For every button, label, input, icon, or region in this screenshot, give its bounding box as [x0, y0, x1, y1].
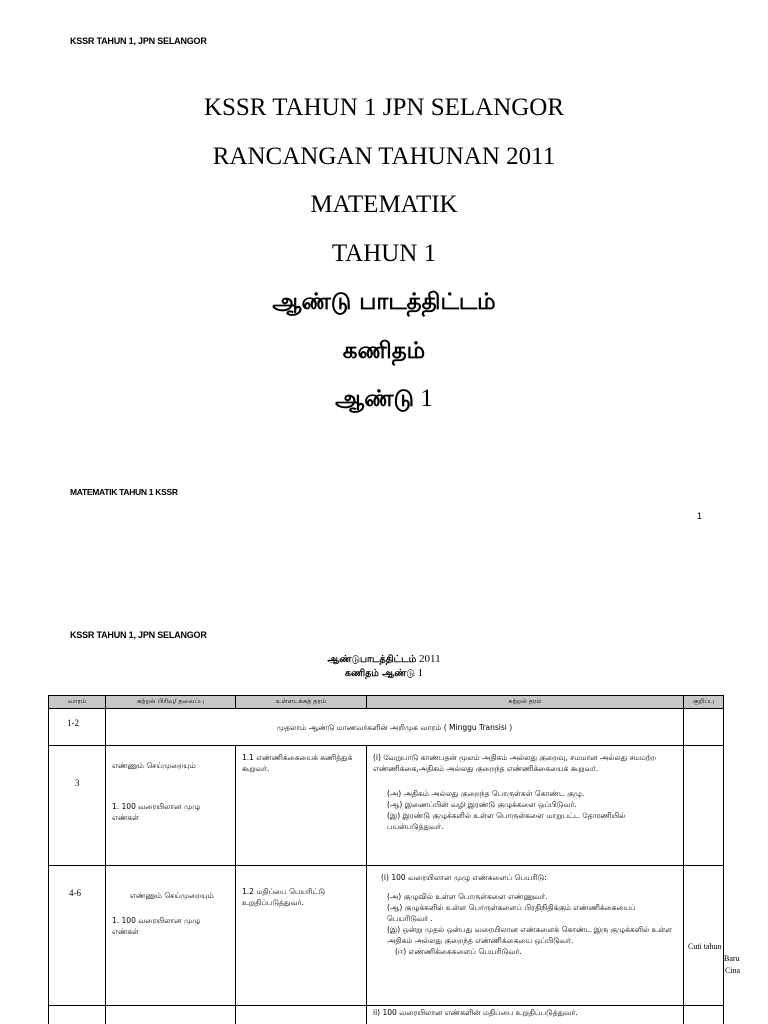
table-header-row: [49, 696, 724, 709]
week-cell: 3: [49, 746, 106, 866]
week-cell: [49, 1006, 106, 1024]
header-content-standard: உள்ளடக்கத் தரம்: [236, 696, 367, 709]
notes-cell: [684, 709, 724, 746]
cover-tamil-word: ஆண்டு: [335, 386, 415, 412]
week-cell: 4-6: [49, 866, 106, 1006]
notes-cell: [684, 866, 741, 1006]
header-learning-standard: கற்றல் தரம்: [367, 696, 684, 709]
intro-week-cell: முதலாம் ஆண்டு மாணவர்களின் அறிமுக வாரம் ( Minggu Transisi ): [106, 709, 684, 746]
table-row: [49, 746, 724, 866]
content-cell: 1.1 எண்ணிக்கையைக் கணித்துக் கூறுவர்.: [236, 746, 367, 866]
topic-sub: 1. 100 வரையிலான முழு எண்கள்: [112, 916, 201, 936]
topic-title: எண்ணும் செய்முறையும்: [130, 891, 214, 900]
header-topic: கற்றல் பிரிவு/ தலைப்பு: [106, 696, 236, 709]
plan-subtitle: [0, 653, 768, 666]
learning-item: (ஈ) எண்ணிக்கைகளைப் பெயரிடுவர்.: [395, 947, 522, 956]
page-footer: MATEMATIK TAHUN 1 KSSR: [70, 487, 178, 497]
topic-cell: [106, 746, 236, 866]
topic-cell: [106, 866, 236, 1006]
page-number: 1: [697, 511, 703, 521]
learning-cell: [367, 746, 684, 866]
week-cell: 1-2: [49, 709, 106, 746]
cover-title-line: TAHUN 1: [331, 239, 437, 267]
content-cell: [236, 1006, 367, 1024]
learning-item: (அ) அதிகம் அல்லது குறைந்த பொருள்கள் கொண்ட குழு.: [387, 789, 585, 798]
plan-subtitle-year: 2011: [419, 653, 441, 665]
content-cell: 1.2 மதிப்பை பெயரிட்டு உறுதிப்படுத்துவர்.: [236, 866, 367, 1006]
cover-title-line: MATEMATIK: [310, 191, 458, 218]
learning-item: (இ) ஒன்று முதல் ஒன்பது வரையிலான எண்களைக் கொண்ட இரு குழுக்களில் உள்ள அதிகம் அல்லது குறைந்த எண்ணிக்கையை ஒப்பிடுவர்.: [387, 925, 673, 945]
learning-cell: [367, 866, 684, 1006]
topic-sub: 1. 100 வரையிலான முழு எண்கள்: [112, 802, 201, 822]
note-line: Cuti tahun: [688, 942, 722, 951]
cover-tamil-year-line: [0, 375, 768, 424]
cover-title-line: KSSR TAHUN 1 JPN SELANGOR: [203, 94, 565, 121]
cover-title-line: RANCANGAN TAHUNAN 2011: [212, 142, 556, 170]
page-header: KSSR TAHUN 1, JPN SELANGOR: [70, 630, 207, 640]
note-line: Cina: [725, 966, 741, 975]
plan-subject-tamil: கணிதம் ஆண்டு: [344, 668, 415, 679]
table-row: [49, 866, 724, 1006]
cover-title-block: [0, 84, 768, 424]
cover-year-number: 1: [420, 385, 433, 412]
learning-item: (இ) இரண்டு குழுக்களில் உள்ள பொருள்களை மாறுபட்ட தோரணியில் பயன்படுத்துவர்.: [387, 811, 626, 831]
note-line: Baru: [724, 954, 740, 963]
table-row: [49, 1006, 724, 1024]
topic-cell: [106, 1006, 236, 1024]
learning-item: (அ) குழுவில் உள்ள பொருள்களை எண்ணுவர்.: [387, 892, 548, 901]
notes-cell: [684, 746, 724, 866]
header-week: வாரம்: [49, 696, 106, 709]
table-row: [49, 709, 724, 746]
plan-subtitle-tamil: ஆண்டுபாடத்திட்டம்: [327, 654, 417, 665]
learning-lead: (i) வேறுபாடு காண்பதன் மூலம் அதிகம் அல்லது குறைவு, சமமான அல்லது சமமற்ற எண்ணிக்கை,அதிகம் அல்லது குறைந்த எண்ணிக்கையைக் கூறுவர்.: [373, 753, 657, 773]
page-header: KSSR TAHUN 1, JPN SELANGOR: [70, 36, 207, 46]
learning-item: (ஆ) இணைப்பின் வழி இரண்டு குழுக்களை ஒப்பிடுவர்.: [387, 800, 577, 809]
learning-cell: ii) 100 வரையிலான எண்களின் மதிப்பை உறுதிப்படுத்துவர்.: [367, 1006, 684, 1024]
notes-cell: [684, 1006, 724, 1024]
plan-subject: [0, 667, 768, 680]
topic-title: எண்ணும் செய்முறையும்: [112, 761, 196, 770]
plan-subject-num: 1: [417, 667, 424, 679]
cover-tamil-line: கணிதம்: [342, 337, 426, 364]
cover-tamil-line: ஆண்டு பாடத்திட்டம்: [272, 289, 496, 315]
header-notes: குறிப்பு: [684, 696, 724, 709]
yearly-plan-table: [48, 695, 741, 1024]
learning-lead: (i) 100 வரையிலான முழு எண்களைப் பெயரிடு:: [381, 873, 547, 882]
learning-item: (ஆ) குழுக்களில் உள்ள பொருள்களைப் பிரதிநிதிக்கும் எண்ணிக்கையைப் பெயரிடுவர் .: [387, 903, 636, 923]
